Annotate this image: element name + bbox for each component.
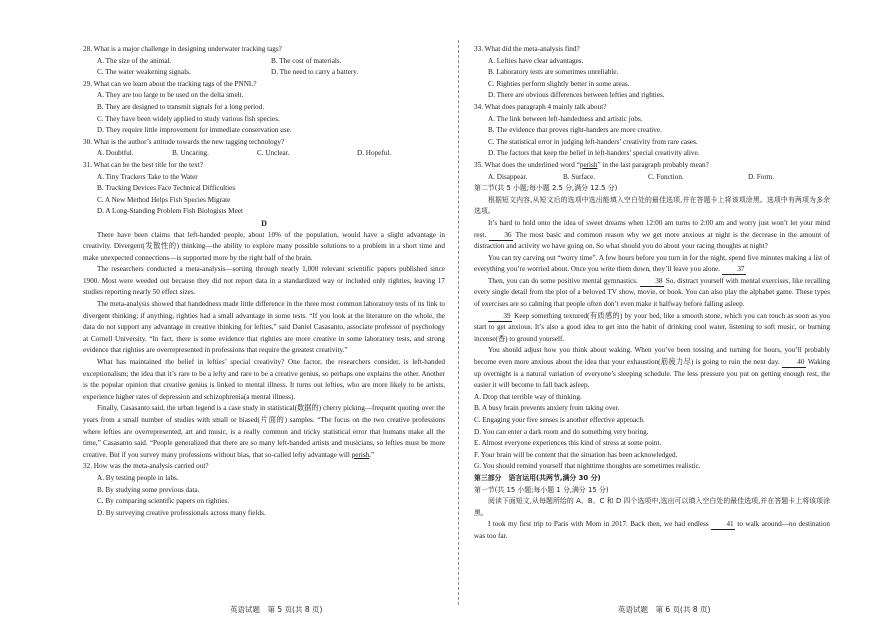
option-c: C. Righties perform slightly better in some areas. bbox=[488, 79, 630, 88]
question-32 bbox=[83, 461, 445, 519]
option-item: E. Almost everyone experiences this kind of stress at some point. bbox=[474, 439, 662, 448]
passage-text: So, distract yourself with mental exercises, like recalling every single detail from the plot of a beloved TV show, movie, or book. You can also play the alphabet game. These types of exercises are so calming that people often don’t even make it halfway before falling asleep. bbox=[474, 276, 830, 309]
question-stem: 30. What is the author’s attitude towards the new tagging technology? bbox=[83, 137, 285, 146]
option-b: B. Uncaring. bbox=[172, 149, 209, 158]
option-c: C. A New Method Helps Fish Species Migrate bbox=[97, 195, 231, 204]
passage-text: You can try carving out “worry time”. A few hours before you turn in for the night, spend five minutes making a list of everything you’re worried about. Once you write them down, they’ll leave you alone. bbox=[474, 253, 830, 274]
passage-text: The most basic and common reason why we get more anxious at night is the decrease in the amount of distraction and activity we have going on. So what should you do about your racing thoughts at night? bbox=[474, 230, 830, 251]
passage-paragraph bbox=[474, 276, 830, 311]
passage-paragraph bbox=[474, 345, 830, 391]
answer-blank: 41 bbox=[711, 519, 735, 530]
passage-text: You should adjust how you think about waking. When you’ve been tossing and turning for hours, you’ll probably become even more anxious about the idea that your exhaustion(筋疲力尽) is going to ruin the next day. bbox=[474, 346, 830, 367]
cloze-paragraph bbox=[474, 519, 830, 542]
passage-text: I took my first trip to Paris with Mom in 2017. Back then, we had endless bbox=[488, 520, 712, 529]
question-stem: 28. What is a major challenge in designing underwater tracking tags? bbox=[83, 45, 282, 53]
question-28 bbox=[83, 44, 445, 79]
option-a: A. Disappear. bbox=[488, 172, 528, 181]
question-stem-text: 35. What does the underlined word “ bbox=[474, 160, 580, 169]
passage-paragraph: The researchers conducted a meta-analysis—sorting through nearly 1,000 relevant scientific papers published since 1900. Most were weeded out because they did not report data in a standardized way or included only righties, leaving 17 studies reporting nearly 50 effect sizes. bbox=[83, 265, 445, 297]
option-d: D. The need to carry a battery. bbox=[271, 68, 359, 77]
question-33 bbox=[474, 44, 830, 102]
passage-text: Finally, Casasanto said, the urban legend is a case study in statistical(数据的) cherry picking—frequent quoting over the years from a small number of studies with small or biased(片面的) samples. “The focus on the two creative professions where lefties are overrepresented, art and music, is a really common and tricky statistical error that humans make all the time,” Casasanto said. “People generalized that there are so many left-handed artists and musicians, so lefties must be more creative. But if you survey many professions without bias, that so-called lefty advantage will bbox=[83, 404, 445, 459]
option-b: B. They are designed to transmit signals for a long period. bbox=[97, 102, 265, 111]
underlined-word: perish bbox=[351, 450, 370, 459]
section-instruction: 根据短文内容,从短文后的选项中选出能填入空白处的最佳选项,并在答题卡上将该项涂黑。选项中有两项为多余选项。 bbox=[474, 195, 830, 216]
question-stem: 34. What does paragraph 4 mainly talk about? bbox=[474, 102, 607, 111]
option-d: D. Form. bbox=[748, 172, 775, 181]
option-b: B. By studying some previous data. bbox=[97, 485, 200, 494]
question-30 bbox=[83, 137, 445, 160]
option-item: B. A busy brain prevents anxiety from taking over. bbox=[474, 404, 620, 413]
option-c: C. By comparing scientific papers on righties. bbox=[97, 497, 230, 506]
answer-blank: 36 bbox=[489, 230, 513, 241]
question-31 bbox=[83, 160, 445, 218]
passage-paragraph bbox=[83, 403, 445, 461]
section-heading: 第二节(共 5 小题;每小题 2.5 分,满分 12.5 分) bbox=[474, 184, 618, 193]
passage-d bbox=[83, 230, 445, 462]
page-divider bbox=[458, 40, 459, 605]
option-d: D. The factors that keep the belief in left-handers’ special creativity alive. bbox=[488, 149, 700, 158]
passage-text: .” bbox=[369, 450, 375, 459]
option-c: C. They have been widely applied to study various fish species. bbox=[97, 114, 280, 123]
question-stem: 33. What did the meta-analysis find? bbox=[474, 45, 580, 53]
question-stem: 29. What can we learn about the tracking tags of the PNNL? bbox=[83, 79, 257, 88]
option-c: C. Unclear. bbox=[257, 149, 290, 158]
option-d: D. They require little improvement for immediate conservation use. bbox=[97, 126, 292, 135]
passage-paragraph bbox=[474, 218, 830, 253]
left-page bbox=[83, 44, 445, 519]
question-34 bbox=[474, 102, 830, 160]
question-stem bbox=[474, 160, 830, 172]
answer-blank: 37 bbox=[722, 264, 746, 275]
passage-paragraph: What has maintained the belief in lefties’ special creativity? One factor, the researchers consider, is left-handed exceptionalism; the idea that it’s rare to be a lefty and rare to be a creative genius, so perhaps one explains the other. Another is the popular opinion that creative genius is linked to mental illness. It turns out lefties, who are more likely to be artists, experience higher rates of depression and schizophrenia(a mental illness). bbox=[83, 358, 445, 401]
option-a: A. Tiny Trackers Take to the Water bbox=[97, 172, 198, 181]
option-c: C. The water weakening signals. bbox=[97, 68, 191, 77]
option-a: A. By testing people in labs. bbox=[97, 473, 179, 482]
passage-paragraph bbox=[474, 311, 830, 346]
option-a: A. Lefties have clear advantages. bbox=[488, 56, 584, 65]
option-a: A. Doubtful. bbox=[97, 149, 134, 158]
option-item: G. You should remind yourself that nighttime thoughts are sometimes realistic. bbox=[474, 462, 701, 471]
option-item: F. Your brain will be content that the situation has been acknowledged. bbox=[474, 450, 678, 459]
passage-text: Then, you can do some positive mental gymnastics. bbox=[488, 276, 640, 285]
option-b: B. Surface. bbox=[563, 172, 596, 181]
option-item: A. Drop that terrible way of thinking. bbox=[474, 392, 582, 401]
question-35 bbox=[474, 160, 830, 183]
option-c: C. The statistical error in judging left-handers’ creativity from rare cases. bbox=[488, 137, 698, 146]
option-b: B. Tracking Devices Face Technical Difficulties bbox=[97, 184, 236, 193]
option-c: C. Function. bbox=[648, 172, 684, 181]
option-a: A. They are too large to be used on the delta smelt. bbox=[97, 91, 244, 100]
passage-paragraph: The meta-analysis showed that handedness made little difference in the three most common laboratory tests of its link to divergent thinking; if anything, righties had a small advantage in some tests. “If you look at the literature on the whole, the data do not support any advantage in creative thinking for lefties,” said Daniel Casasanto, associate professor of psychology at Cornell University. “In fact, there is some evidence that righties are more creative in some laboratory tests, and strong evidence that righties are overrepresented in professions that require the greatest creativity.” bbox=[83, 300, 445, 355]
passage-text: Waking up overnight is a natural variation of everyone’s sleeping schedule. The less pressure you put on getting enough rest, the easier it will become to fall back asleep. bbox=[474, 358, 831, 390]
question-stem: 32. How was the meta-analysis carried out? bbox=[83, 462, 209, 471]
passage-d-label: D bbox=[261, 218, 267, 228]
option-item: D. You can enter a dark room and do something very boring. bbox=[474, 427, 649, 436]
option-d: D. There are obvious differences between lefties and righties. bbox=[488, 91, 665, 100]
page-footer: 英语试题 第 5 页(共 8 页) bbox=[230, 605, 323, 614]
right-page bbox=[474, 44, 830, 543]
option-d: D. By surveying creative professionals across many fields. bbox=[97, 508, 266, 517]
answer-blank: 38 bbox=[640, 276, 664, 287]
option-b: B. Laboratory tests are sometimes unreliable. bbox=[488, 68, 619, 77]
underlined-word: perish bbox=[579, 160, 598, 169]
passage-text: Keep something textured(有质感的) by your bed, like a smooth stone, which you can touch as soon as you start to get anxious. It’s also a good idea to get into the habit of drinking cool water, listening to soft music, or burning incense(香) to ground yourself. bbox=[474, 311, 830, 343]
option-d: D. Hopeful. bbox=[357, 149, 392, 158]
passage-paragraph bbox=[474, 253, 830, 276]
option-item: C. Engaging your five senses is another effective approach. bbox=[474, 416, 645, 424]
question-stem-text: ” in the last paragraph probably mean? bbox=[597, 160, 709, 169]
option-b: B. The evidence that proves right-handers are more creative. bbox=[488, 126, 662, 135]
option-b: B. The cost of materials. bbox=[271, 56, 342, 65]
passage-text: to walk around—no destination was too far. bbox=[474, 520, 831, 540]
option-d: D. A Long-Standing Problem Fish Biologists Meet bbox=[97, 207, 243, 216]
option-a: A. The size of the animal. bbox=[97, 56, 172, 65]
part-heading: 第三部分 语言运用(共两节,满分 30 分) bbox=[474, 473, 601, 482]
passage-paragraph: There have been claims that left-handed people, about 10% of the population, would have a slight advantage in creativity. Divergent(发散性的) thinking—the ability to explore many possible solutions to a problem in a short time and make unexpected connections—is supported more by the right half of the brain. bbox=[83, 230, 445, 262]
option-a: A. The link between left-handedness and artistic jobs. bbox=[488, 114, 643, 123]
answer-blank: 39 bbox=[488, 311, 512, 322]
question-29 bbox=[83, 79, 445, 137]
answer-options bbox=[474, 392, 830, 473]
seven-choose-five-passage bbox=[474, 218, 830, 392]
answer-blank: 40 bbox=[782, 357, 806, 368]
section-instruction: 阅读下面短文,从每题所给的 A、B、C 和 D 四个选项中,选出可以填入空白处的最佳选项,并在答题卡上将该项涂黑。 bbox=[474, 497, 830, 517]
section-heading: 第一节(共 15 小题;每小题 1 分,满分 15 分) bbox=[474, 485, 609, 494]
passage-text: It’s hard to hold onto the idea of sweet dreams when 12:00 am turns to 2:00 am and worry just won’t let your mind rest. bbox=[474, 218, 830, 239]
page-footer: 英语试题 第 6 页(共 8 页) bbox=[618, 605, 711, 614]
question-stem: 31. What can be the best title for the text? bbox=[83, 160, 204, 169]
